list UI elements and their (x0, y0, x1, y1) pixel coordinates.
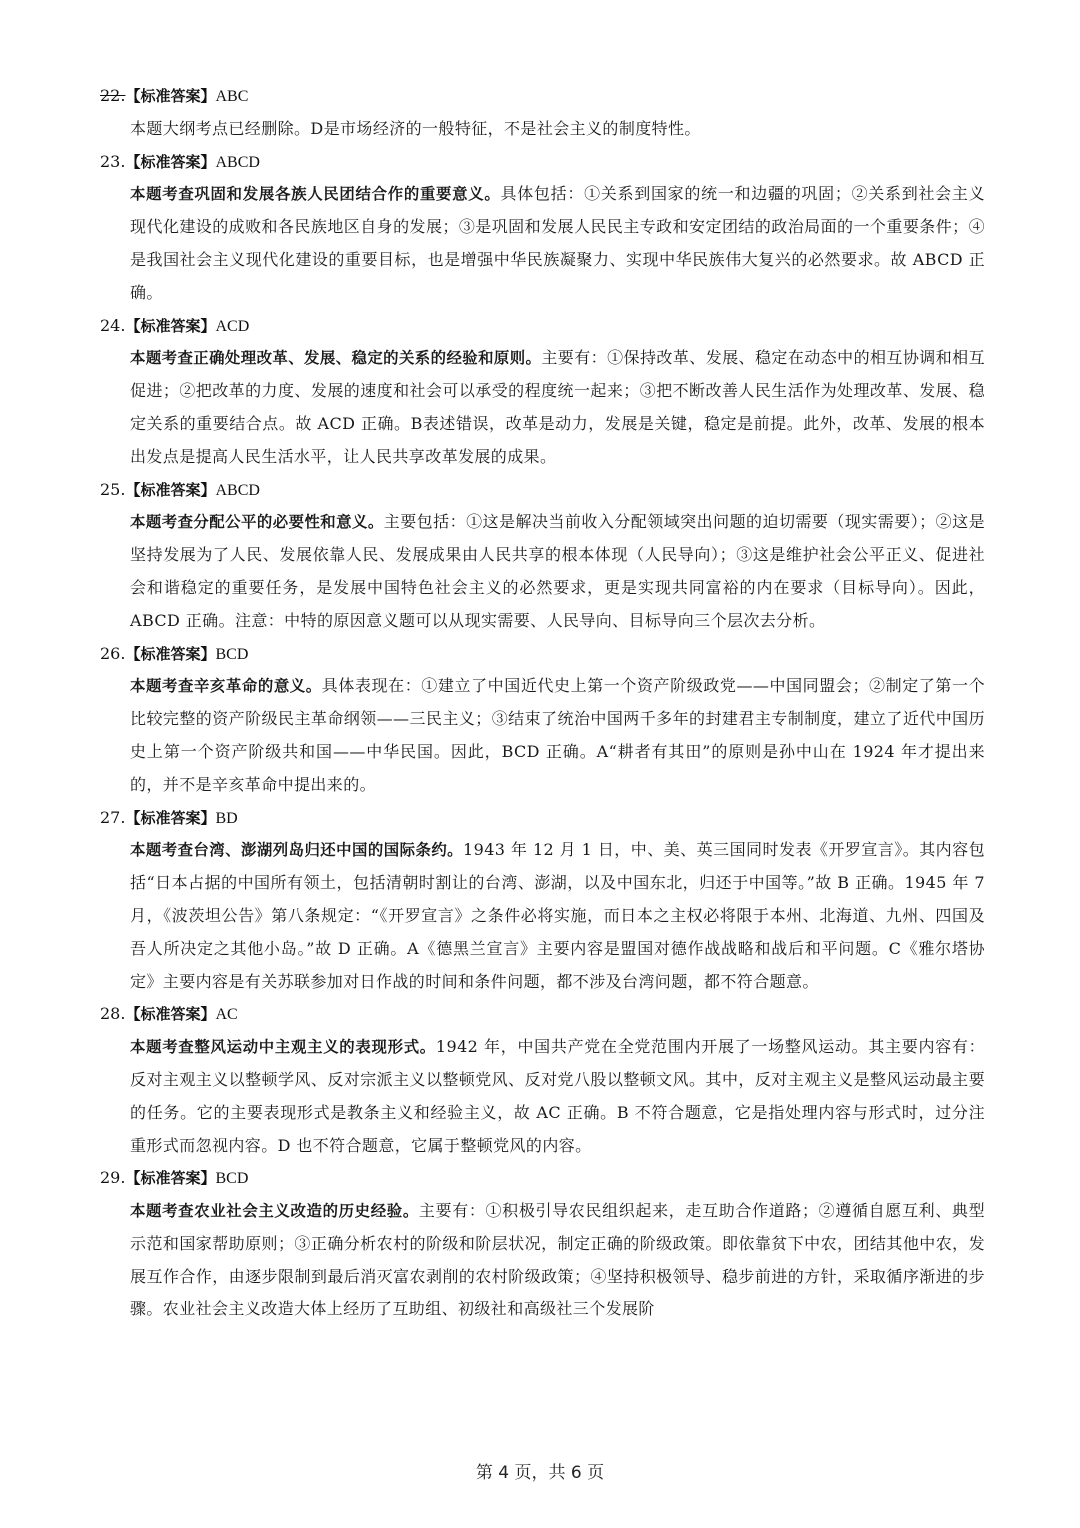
answer-label: 【标准答案】 (125, 87, 216, 105)
explanation-text: 主要有：①保持改革、发展、稳定在动态中的相互协调和相互促进；②把改革的力度、发展的速度和社会可以承受的程度统一起来；③把不断改善人民生活作为处理改革、发展、稳定关系的重要结合点。故 ACD 正确。B表述错误，改革是动力，发展是关键，稳定是前提。此外，改革、发展的根本出发点是提高人民生活水平，让人民共享改革发展的成果。 (130, 348, 985, 466)
question-explanation (100, 342, 985, 473)
explanation-lead: 本题考查辛亥革命的意义。 (130, 677, 322, 696)
explanation-lead: 本题考查整风运动中主观主义的表现形式。 (130, 1038, 436, 1057)
explanation-text: 1943 年 12 月 1 日，中、美、英三国同时发表《开罗宣言》。其内容包括“日本占据的中国所有领土，包括清朝时割让的台湾、澎湖，以及中国东北，归还于中国等。”故 B 正确。1945 年 7 月，《波茨坦公告》第八条规定：“《开罗宣言》之条件必将实施，而日本之主权必将限于本州、北海道、九州、四国及吾人所决定之其他小岛。”故 D 正确。A《德黑兰宣言》主要内容是盟国对德作战战略和战后和平问题。C《雅尔塔协定》主要内容是有关苏联参加对日作战的时间和条件问题，都不涉及台湾问题，都不符合题意。 (130, 840, 985, 991)
explanation-text: 具体包括：①关系到国家的统一和边疆的巩固；②关系到社会主义现代化建设的成败和各民族地区自身的发展；③是巩固和发展人民民主专政和安定团结的政治局面的一个重要条件；④是我国社会主义现代化建设的重要目标，也是增强中华民族凝聚力、实现中华民族伟大复兴的必然要求。故 ABCD 正确。 (130, 184, 985, 302)
question-27 (100, 802, 985, 999)
explanation-text: 主要包括：①这是解决当前收入分配领域突出问题的迫切需要（现实需要）；②这是坚持发展为了人民、发展依靠人民、发展成果由人民共享的根本体现（人民导向）；③这是维护社会公平正义、促进社会和谐稳定的重要任务，是发展中国特色社会主义的必然要求，更是实现共同富裕的内在要求（目标导向）。因此，ABCD 正确。注意：中特的原因意义题可以从现实需要、人民导向、目标导向三个层次去分析。 (130, 512, 985, 630)
answer-list (100, 80, 985, 1326)
question-header (100, 1162, 985, 1195)
question-header (100, 80, 985, 113)
answer-value: BCD (215, 1170, 249, 1188)
answer-label: 【标准答案】 (125, 152, 216, 171)
question-29 (100, 1162, 985, 1326)
question-header (100, 310, 985, 343)
question-23 (100, 146, 985, 310)
answer-label: 【标准答案】 (125, 1169, 216, 1188)
question-explanation (100, 670, 985, 801)
question-28 (100, 998, 985, 1162)
question-header (100, 638, 985, 671)
question-number: 28. (100, 1004, 126, 1024)
question-explanation (100, 178, 985, 309)
explanation-lead: 本题考查分配公平的必要性和意义。 (130, 513, 384, 532)
answer-label: 【标准答案】 (125, 480, 216, 499)
question-number: 22. (100, 86, 126, 105)
explanation-lead: 本题考查台湾、澎湖列岛归还中国的国际条约。 (130, 841, 464, 860)
explanation-text: 本题大纲考点已经删除。D是市场经济的一般特征，不是社会主义的制度特性。 (130, 118, 701, 138)
answer-value: ACD (215, 317, 250, 335)
question-26 (100, 638, 985, 802)
answer-label: 【标准答案】 (125, 644, 216, 663)
question-header (100, 998, 985, 1031)
explanation-text: 1942 年，中国共产党在全党范围内开展了一场整风运动。其主要内容有：反对主观主义以整顿学风、反对宗派主义以整顿党风、反对党八股以整顿文风。其中，反对主观主义是整风运动最主要的任务。它的主要表现形式是教条主义和经验主义，故 AC 正确。B 不符合题意，它是指处理内容与形式时，过分注重形式而忽视内容。D 也不符合题意，它属于整顿党风的内容。 (130, 1037, 985, 1155)
question-explanation (100, 1195, 985, 1326)
question-24 (100, 310, 985, 474)
answer-value: AC (215, 1006, 238, 1024)
question-header (100, 474, 985, 507)
question-25 (100, 474, 985, 638)
explanation-lead: 本题考查正确处理改革、发展、稳定的关系的经验和原则。 (130, 349, 542, 368)
explanation-lead: 本题考查巩固和发展各族人民团结合作的重要意义。 (130, 185, 501, 204)
question-number: 23. (100, 151, 126, 171)
question-explanation (100, 1031, 985, 1162)
question-22 (100, 80, 985, 146)
question-explanation (100, 506, 985, 637)
question-number: 27. (100, 807, 126, 827)
answer-label: 【标准答案】 (125, 1005, 216, 1024)
question-number: 26. (100, 643, 126, 663)
question-number: 29. (100, 1168, 126, 1188)
question-explanation (100, 113, 985, 146)
answer-value: ABC (215, 88, 249, 105)
page-footer: 第 4 页，共 6 页 (475, 1463, 605, 1483)
question-explanation (100, 834, 985, 998)
answer-label: 【标准答案】 (125, 808, 216, 827)
explanation-text: 具体表现在：①建立了中国近代史上第一个资产阶级政党——中国同盟会；②制定了第一个比较完整的资产阶级民主革命纲领——三民主义；③结束了统治中国两千多年的封建君主专制制度，建立了近代中国历史上第一个资产阶级共和国——中华民国。因此，BCD 正确。A“耕者有其田”的原则是孙中山在 1924 年才提出来的，并不是辛亥革命中提出来的。 (130, 676, 985, 794)
explanation-lead: 本题考查农业社会主义改造的历史经验。 (130, 1202, 419, 1221)
explanation-text: 主要有：①积极引导农民组织起来，走互助合作道路；②遵循自愿互利、典型示范和国家帮助原则；③正确分析农村的阶级和阶层状况，制定正确的阶级政策。即依靠贫下中农，团结其他中农，发展互作合作，由逐步限制到最后消灭富农剥削的农村阶级政策；④坚持积极领导、稳步前进的方针，采取循序渐进的步骤。农业社会主义改造大体上经历了互助组、初级社和高级社三个发展阶 (130, 1201, 985, 1319)
question-header (100, 802, 985, 835)
question-number: 25. (100, 479, 126, 499)
question-header (100, 146, 985, 179)
answer-label: 【标准答案】 (125, 316, 216, 335)
question-number: 24. (100, 315, 126, 335)
answer-value: ABCD (215, 153, 260, 171)
answer-value: ABCD (215, 481, 260, 499)
answer-value: BD (215, 809, 238, 827)
answer-value: BCD (215, 645, 249, 663)
